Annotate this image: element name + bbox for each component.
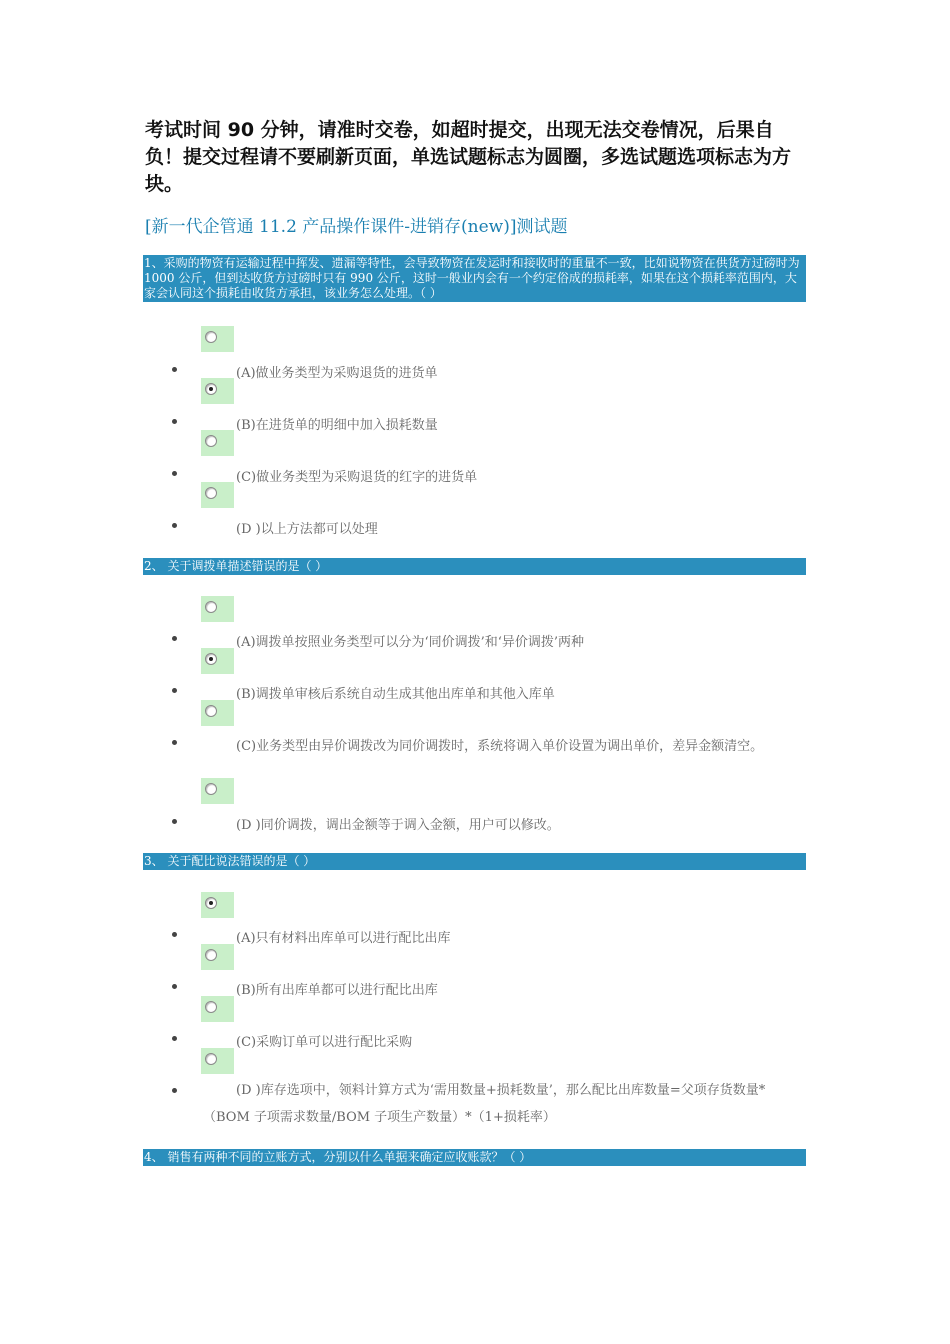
radio-circle-icon (205, 331, 217, 343)
radio-circle-icon (205, 1053, 217, 1065)
bullet-dot (172, 419, 177, 424)
radio-circle-icon (205, 783, 217, 795)
bullet-dot (172, 636, 177, 641)
radio-q3-d[interactable] (201, 1048, 234, 1074)
bullet-dot (172, 688, 177, 693)
option-q2-b: (B)调拨单审核后系统自动生成其他出库单和其他入库单 (236, 687, 555, 702)
question-2-stem: 2、 关于调拨单描述错误的是（ ） (143, 558, 806, 575)
question-1-stem: 1、采购的物资有运输过程中挥发、遗漏等特性，会导致物资在发运时和接收时的重量不一致，比如说物资在供货方过磅时为 1000 公斤，但到达收货方过磅时只有 990 公斤，这时一般业内会有一个约定俗成的损耗率，如果在这个损耗率范围内，大家会认同这个损耗由收货方承担，该业务怎么处理。（ ） (143, 255, 806, 302)
option-q3-a: (A)只有材料出库单可以进行配比出库 (236, 931, 451, 946)
exam-title: [新一代企管通 11.2 产品操作课件-进销存(new)]测试题 (145, 217, 568, 237)
bullet-dot (172, 740, 177, 745)
radio-circle-icon (205, 435, 217, 447)
radio-circle-icon (205, 601, 217, 613)
radio-selected-dot-icon (209, 901, 213, 905)
option-q1-d: (D )以上方法都可以处理 (236, 522, 378, 537)
radio-q1-c[interactable] (201, 430, 234, 456)
option-q3-d: (D )库存选项中，领料计算方式为‘需用数量+损耗数量’，那么配比出库数量=父项存货数量*（BOM 子项需求数量/BOM 子项生产数量）*（1+损耗率） (203, 1083, 766, 1125)
option-q2-c: (C)业务类型由异价调拨改为同价调拨时，系统将调入单价设置为调出单价，差异金额清空。 (236, 739, 764, 754)
radio-q3-a[interactable] (201, 892, 234, 918)
radio-q1-b[interactable] (201, 378, 234, 404)
bullet-dot (172, 1036, 177, 1041)
radio-q3-b[interactable] (201, 944, 234, 970)
bullet-dot (172, 1088, 177, 1093)
bullet-dot (172, 819, 177, 824)
radio-circle-icon (205, 487, 217, 499)
radio-q2-c[interactable] (201, 700, 234, 726)
exam-notice: 考试时间 90 分钟，请准时交卷，如超时提交，出现无法交卷情况，后果自负！提交过程请不要刷新页面，单选试题标志为圆圈，多选试题选项标志为方块。 (145, 119, 792, 195)
question-4-stem: 4、 销售有两种不同的立账方式，分别以什么单据来确定应收账款？（ ） (143, 1149, 806, 1166)
bullet-dot (172, 932, 177, 937)
radio-circle-icon (205, 653, 217, 665)
radio-q1-a[interactable] (201, 326, 234, 352)
radio-selected-dot-icon (209, 387, 213, 391)
question-3-stem: 3、 关于配比说法错误的是（ ） (143, 853, 806, 870)
radio-q2-a[interactable] (201, 596, 234, 622)
option-q2-d: (D )同价调拨，调出金额等于调入金额，用户可以修改。 (236, 818, 560, 833)
radio-circle-icon (205, 705, 217, 717)
radio-circle-icon (205, 1001, 217, 1013)
radio-q1-d[interactable] (201, 482, 234, 508)
radio-circle-icon (205, 383, 217, 395)
option-q2-a: (A)调拨单按照业务类型可以分为‘同价调拨’和‘异价调拨’两种 (236, 635, 585, 650)
bullet-dot (172, 984, 177, 989)
option-q1-a: (A)做业务类型为采购退货的进货单 (236, 366, 438, 381)
bullet-dot (172, 471, 177, 476)
option-q3-c: (C)采购订单可以进行配比采购 (236, 1035, 413, 1050)
option-q1-c: (C)做业务类型为采购退货的红字的进货单 (236, 470, 478, 485)
radio-q2-b[interactable] (201, 648, 234, 674)
bullet-dot (172, 367, 177, 372)
radio-circle-icon (205, 949, 217, 961)
option-q3-b: (B)所有出库单都可以进行配比出库 (236, 983, 438, 998)
radio-selected-dot-icon (209, 657, 213, 661)
bullet-dot (172, 523, 177, 528)
radio-circle-icon (205, 897, 217, 909)
radio-q3-c[interactable] (201, 996, 234, 1022)
radio-q2-d[interactable] (201, 778, 234, 804)
option-q1-b: (B)在进货单的明细中加入损耗数量 (236, 418, 438, 433)
